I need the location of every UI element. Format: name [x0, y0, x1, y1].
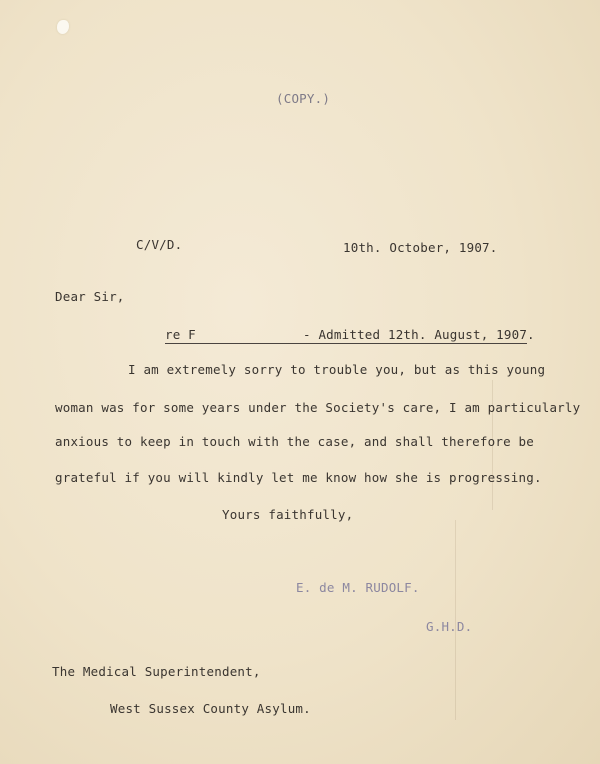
letter-date: 10th. October, 1907. [343, 240, 498, 255]
addressee-line-1: The Medical Superintendent, [52, 664, 261, 679]
addressee-line-2: West Sussex County Asylum. [110, 701, 311, 716]
closing: Yours faithfully, [222, 507, 354, 522]
copy-mark: (COPY.) [276, 91, 331, 106]
re-underline [165, 343, 527, 344]
reference-code: C/V/D. [136, 237, 183, 252]
signature: E. de M. RUDOLF. [296, 580, 420, 595]
admitted-date: - Admitted 12th. August, 1907. [303, 327, 535, 342]
body-line-2: woman was for some years under the Society's care, I am particularly [55, 400, 581, 415]
pin-hole [57, 20, 69, 34]
body-line-4: grateful if you will kindly let me know how she is progressing. [55, 470, 542, 485]
initials: G.H.D. [426, 619, 473, 634]
re-label: re F [165, 327, 196, 342]
salutation: Dear Sir, [55, 289, 125, 304]
body-line-3: anxious to keep in touch with the case, and shall therefore be [55, 434, 534, 449]
body-line-1: I am extremely sorry to trouble you, but as this young [128, 362, 546, 377]
